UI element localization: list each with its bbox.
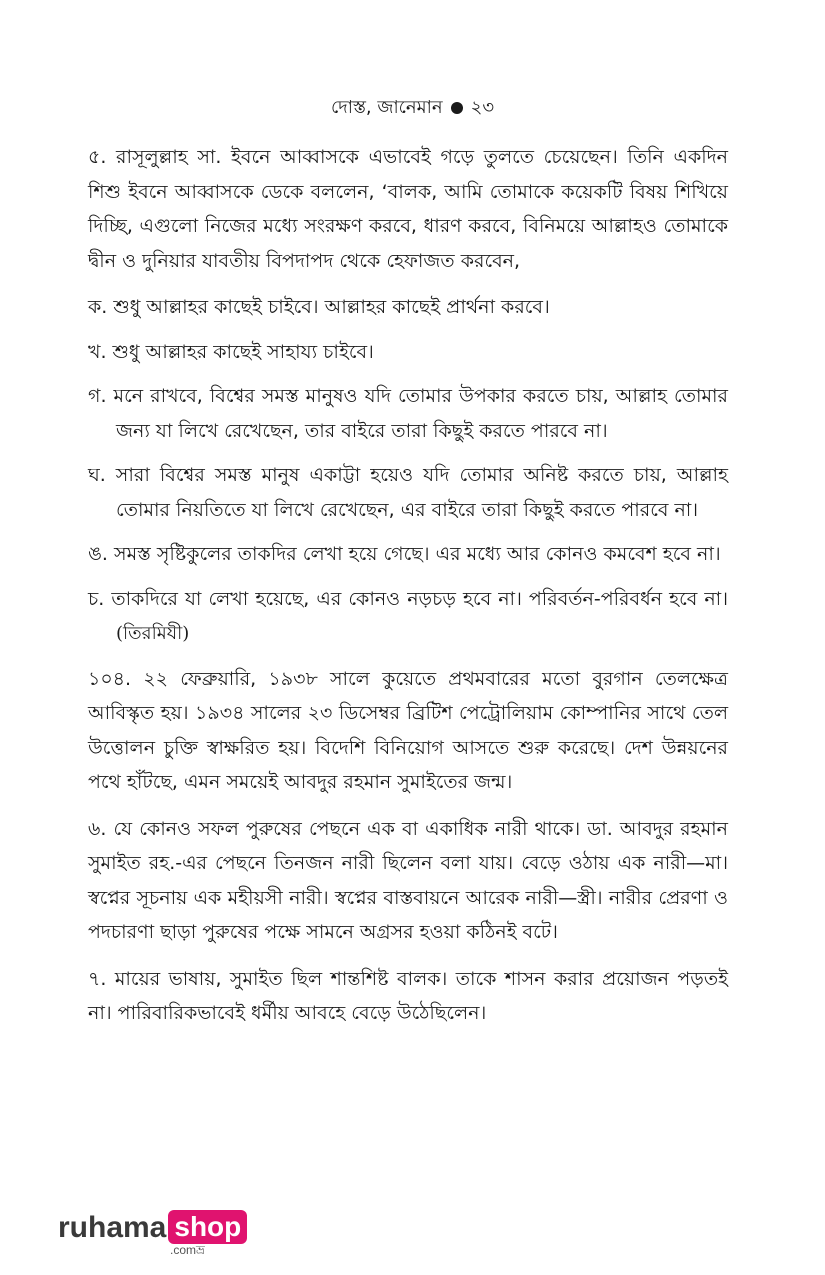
logo-brand-domain: .comভ্র (170, 1243, 205, 1257)
logo-brand-main: ruhama (58, 1211, 167, 1244)
logo-brand-shop: shop (168, 1210, 247, 1244)
list-item-ka: ক. শুধু আল্লাহর কাছেই চাইবে। আল্লাহর কাছেই প্রার্থনা করবে। (88, 296, 550, 318)
running-header (0, 96, 825, 120)
page-body (88, 140, 728, 1043)
paragraph-6: ৬. যে কোনও সফল পুরুষের পেছনে এক বা একাধিক নারী থাকে। ডা. আবদুর রহমান সুমাইত রহ.-এর পেছনে তিনজন নারী ছিলেন বলা যায়। বেড়ে ওঠায় এক নারী—মা। স্বপ্নের সূচনায় এক মহীয়সী নারী। স্বপ্নের বাস্তবায়নে আরেক নারী—স্ত্রী। নারীর প্রেরণা ও পদচারণা ছাড়া পুরুষের পক্ষে সামনে অগ্রসর হওয়া কঠিনই বটে। (88, 817, 728, 943)
list-item-cha (88, 582, 728, 652)
list-item-gha: ঘ. সারা বিশ্বের সমস্ত মানুষ একাট্টা হয়েও যদি তোমার অনিষ্ট করতে চায়, আল্লাহ তোমার নিয়তিতে যা লিখে রেখেছেন, এর বাইরে তারা কিছুই করতে পারবে না। (88, 464, 728, 521)
paragraph-5-intro: ৫. রাসূলুল্লাহ সা. ইবনে আব্বাসকে এভাবেই গড়ে তুলতে চেয়েছেন। তিনি একদিন শিশু ইবনে আব্বাসকে ডেকে বললেন, ‘বালক, আমি তোমাকে কয়েকটি বিষয় শিখিয়ে দিচ্ছি, এগুলো নিজের মধ্যে সংরক্ষণ করবে, ধারণ করবে, বিনিময়ে আল্লাহও তোমাকে দ্বীন ও দুনিয়ার যাবতীয় বিপদাপদ থেকে হেফাজত করবেন, (88, 146, 728, 272)
paragraph-7: ৭. মায়ের ভাষায়, সুমাইত ছিল শান্তশিষ্ট বালক। তাকে শাসন করার প্রয়োজন পড়তই না। পারিবারিকভাবেই ধর্মীয় আবহে বেড়ে উঠেছিলেন। (88, 967, 728, 1024)
list-item-ga: গ. মনে রাখবে, বিশ্বের সমস্ত মানুষও যদি তোমার উপকার করতে চায়, আল্লাহ তোমার জন্য যা লিখে রেখেছেন, তার বাইরে তারা কিছুই করতে পারবে না। (88, 385, 728, 442)
citation: (তিরমিযী) (116, 623, 190, 644)
page-number: ২৩ (470, 97, 495, 118)
list-item-cha-text: চ. তাকদিরে যা লেখা হয়েছে, এর কোনও নড়চড় হবে না। পরিবর্তন-পরিবর্ধন হবে না। (88, 587, 728, 610)
paragraph-104: ১০৪. ২২ ফেব্রুয়ারি, ১৯৩৮ সালে কুয়েতে প্রথমবারের মতো বুরগান তেলক্ষেত্র আবিস্কৃত হয়। ১৯৩৪ সালের ২৩ ডিসেম্বর ব্রিটিশ পেট্রোলিয়াম কোম্পানির সাথে তেল উত্তোলন চুক্তি স্বাক্ষরিত হয়। বিদেশি বিনিয়োগ আসতে শুরু করেছে। দেশ উন্নয়নের পথে হাঁটছে, এমন সময়েই আবদুর রহমান সুমাইতের জন্ম। (88, 667, 728, 793)
book-title: দোস্ত, জানেমান (330, 97, 443, 118)
bullet-dot-icon (451, 102, 463, 114)
list-item-umo: ঙ. সমস্ত সৃষ্টিকুলের তাকদির লেখা হয়ে গেছে। এর মধ্যে আর কোনও কমবেশ হবে না। (88, 543, 721, 565)
ruhama-shop-logo (58, 1210, 247, 1256)
list-item-kha: খ. শুধু আল্লাহর কাছেই সাহায্য চাইবে। (88, 340, 374, 363)
